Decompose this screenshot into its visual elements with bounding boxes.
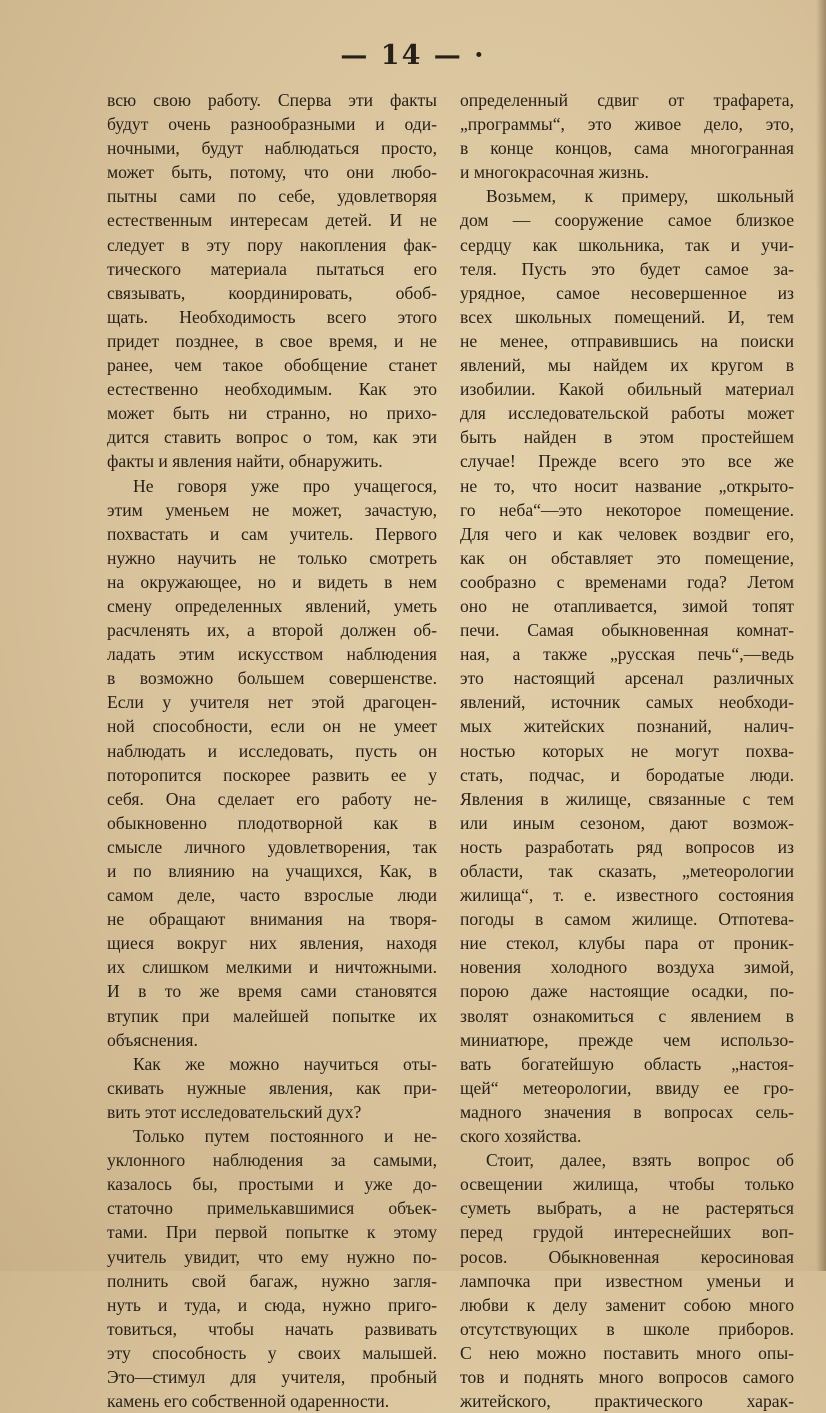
text-line: тического материала пытаться его [107,258,437,279]
text-line: и по влиянию на учащихся, Как, в [107,861,437,881]
text-line: обыкновенно плодотворной как в [107,812,437,833]
text-line: Если у учителя нет этой драгоцен- [107,692,437,713]
text-line: и многокрасочная жизнь. [460,162,649,183]
text-line: щей“ метеорологии, ввиду ее гро- [460,1077,794,1098]
text-line: расчленять их, а второй должен об- [107,620,437,641]
text-line: „программы“, это живое дело, это, [460,114,794,135]
text-line: росов. Обыкновенная керосиновая [460,1246,794,1267]
text-line: этим уменьем не может, зачастую, [107,499,437,520]
text-line: учитель увидит, что ему нужно по- [107,1246,437,1267]
text-line: факты и явления найти, обнаружить. [107,451,383,472]
text-line: их слишком мелкими и ничтожными. [107,957,437,978]
text-line: С нею можно поставить много опы- [460,1342,794,1363]
text-line: для исследовательской работы может [460,403,794,424]
text-line: это настоящий арсенал различных [460,668,794,689]
text-line: го неба“—это некоторое помещение. [460,499,794,520]
text-line: не то, что носит название „открыто- [460,475,794,496]
text-line: любви к делу заменит собою много [460,1294,794,1315]
text-line: ранее, чем такое обобщение станет [107,355,437,376]
text-line: дится ставить вопрос о том, как эти [107,427,437,448]
text-line: вить этот исследовательский дух? [107,1101,362,1122]
text-line: тами. При первой попытке к этому [107,1222,437,1243]
text-line: перед грудой интереснейших воп- [460,1222,794,1243]
text-line: явлений, источник самых необходи- [460,692,794,713]
text-line: Возьмем, к примеру, школьный [486,186,794,207]
text-line: стать, подчас, и бородатые люди. [460,764,794,785]
text-line: в возможно большем совершенстве. [107,668,437,689]
text-line: Это—стимул для учителя, пробный [107,1366,437,1387]
text-line: ночными, будут наблюдаться просто, [107,138,437,159]
text-line: Не говоря уже про учащегося, [133,475,437,496]
text-line: не менее, отправившись на поиски [460,330,794,351]
text-line: щать. Необходимость всего этого [107,306,437,327]
text-line: нуть и туда, и сюда, нужно приго- [107,1294,437,1315]
text-line: оно не отапливается, зимой топят [460,595,794,616]
text-line: следует в эту пору накопления фак- [107,234,437,255]
text-line: себя. Она сделает его работу не- [107,788,437,809]
text-line: случае! Прежде всего это все же [460,451,794,472]
text-line: ной способности, если он не умеет [107,716,437,737]
text-line: порою даже настоящие осадки, по- [460,981,794,1002]
text-line: естественным интересам детей. И не [107,210,437,231]
text-line: ского хозяйства. [460,1126,582,1147]
text-line: явлений, мы найдем их кругом в [460,355,794,376]
text-line: связывать, координировать, обоб- [107,282,437,303]
text-line: ная, а также „русская печь“,—ведь [460,644,794,665]
text-line: щиеся вокруг них явления, находя [107,933,437,954]
text-line: новения холодного воздуха зимой, [460,957,794,978]
text-line: может быть ни странно, но прихо- [107,403,437,424]
page-edge-shadow [816,0,826,1271]
text-line: тов и поднять много вопросов самого [460,1366,794,1387]
text-line: наблюдать и исследовать, пусть он [107,740,437,761]
text-line: области, так сказать, „метеорологии [460,861,794,881]
text-line: скивать нужные явления, как при- [107,1077,437,1098]
text-line: мых житейских познаний, налич- [460,716,794,737]
text-line: жилища“, т. е. известного состояния [460,885,794,906]
text-line: как он обставляет это помещение, [460,547,794,568]
text-line: придет позднее, в свое время, и не [107,330,437,351]
text-line: ностью которых не могут похва- [460,740,794,761]
text-line: Для чего и как человек воздвиг его, [460,523,794,544]
text-line: сердцу как школьника, так и учи- [460,234,794,255]
text-line: зволят ознакомиться с явлением в [460,1005,794,1026]
text-line: камень его собственной одаренности. [107,1391,390,1412]
text-line: всю свою работу. Сперва эти факты [107,90,437,110]
text-line: в конце концов, сама многогранная [460,138,794,159]
text-line: ность разработать ряд вопросов из [460,836,794,857]
text-line: суметь выбрать, а не растеряться [460,1198,794,1219]
text-line: эту способность у своих малышей. [107,1342,437,1363]
text-line: отсутствующих в школе приборов. [460,1318,794,1339]
text-line: мадного значения в вопросах сель- [460,1101,794,1122]
text-line: статочно примелькавшимися объек- [107,1198,437,1219]
text-line: ние стекол, клубы пара от проник- [460,933,794,954]
text-line: уклонного наблюдения за самыми, [107,1150,437,1171]
text-line: пытны сами по себе, удовлетворяя [107,186,437,207]
text-line: смысле личного удовлетворения, так [107,836,437,857]
text-line: теля. Пусть это будет самое за- [460,258,794,279]
right-column [460,88,794,1413]
text-line: определенный сдвиг от трафарета, [460,90,794,110]
text-line: вать богатейшую область „настоя- [460,1053,794,1074]
text-line: Как же можно научиться оты- [133,1053,437,1074]
text-line: печи. Самая обыкновенная комнат- [460,620,794,641]
text-line: погоды в самом жилище. Отпотева- [460,909,794,930]
text-line: казалось бы, простыми и уже до- [107,1174,437,1195]
text-line: втупик при малейшей попытке их [107,1005,437,1026]
text-line: естественно необходимым. Как это [107,379,437,400]
text-line: не обращают внимания на творя- [107,909,437,930]
text-line: сообразно с временами года? Летом [460,571,794,592]
text-line: похвастать и сам учитель. Первого [107,523,437,544]
text-line: товиться, чтобы начать развивать [107,1318,437,1339]
text-line: поторопится поскорее развить ее у [107,764,437,785]
text-line: урядное, самое несовершенное из [460,282,794,303]
text-line: изобилии. Какой обильный материал [460,379,794,400]
page-number: — 14 — · [340,40,486,71]
text-line: освещении жилища, чтобы только [460,1174,794,1195]
text-line: полнить свой багаж, нужно загля- [107,1270,437,1291]
text-line: быть найден в этом простейшем [460,427,794,448]
text-line: Только путем постоянного и не- [133,1126,437,1147]
text-line: самом деле, часто взрослые люди [107,885,437,906]
text-line: Стоит, далее, взять вопрос об [486,1150,794,1171]
text-line: на окружающее, но и видеть в нем [107,571,437,592]
text-line: будут очень разнообразными и оди- [107,114,437,135]
text-line: может быть, потому, что они любо- [107,162,437,183]
text-line: лампочка при известном уменьи и [460,1270,794,1291]
text-line: смену определенных явлений, уметь [107,595,437,616]
text-line: дом — сооружение самое близкое [460,210,794,231]
text-line: всех школьных помещений. И, тем [460,306,794,327]
text-line: объяснения. [107,1029,198,1050]
left-column [107,88,437,1413]
text-line: миниатюре, прежде чем использо- [460,1029,794,1050]
text-line: Явления в жилище, связанные с тем [460,788,794,809]
text-line: И в то же время сами становятся [107,981,437,1002]
text-line: нужно научить не только смотреть [107,547,437,568]
text-line: житейского, практического харак- [460,1391,794,1412]
text-line: или иным сезоном, дают возмож- [460,812,794,833]
text-line: ладать этим искусством наблюдения [107,644,437,665]
